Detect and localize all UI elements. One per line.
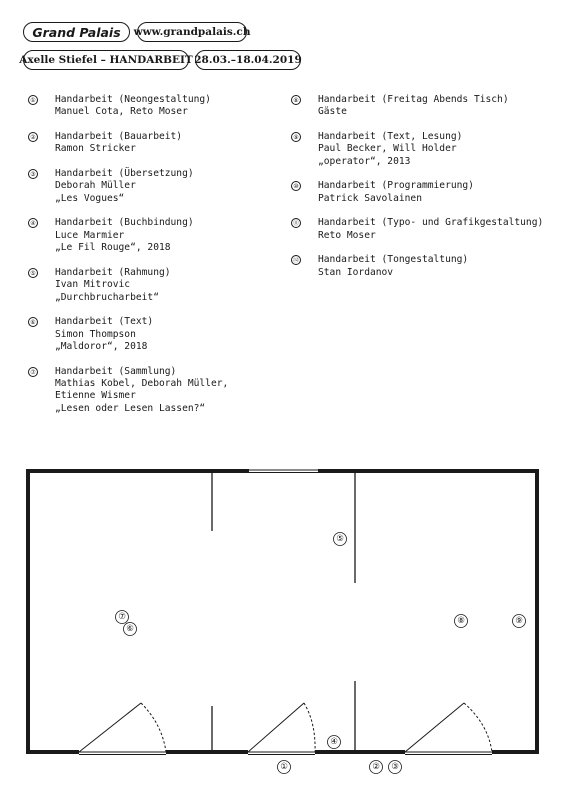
marker-9 bbox=[513, 615, 526, 628]
work-title: Handarbeit (Bauarbeit) bbox=[55, 131, 183, 142]
marker-5 bbox=[334, 533, 347, 546]
plan-door-2 bbox=[248, 703, 315, 755]
svg-text:⑦: ⑦ bbox=[118, 612, 126, 622]
marker-6 bbox=[124, 623, 137, 636]
work-credit: Mathias Kobel, Deborah Müller, bbox=[55, 378, 229, 390]
work-title: Handarbeit (Programmierung) bbox=[318, 180, 474, 192]
marker-7 bbox=[116, 611, 129, 624]
work-number: ④ bbox=[28, 218, 38, 228]
work-credit: Simon Thompson bbox=[55, 328, 136, 340]
work-number: ③ bbox=[28, 169, 38, 179]
exhibition-title: Axelle Stiefel – HANDARBEIT bbox=[19, 54, 193, 66]
work-title: Handarbeit (Text, Lesung) bbox=[318, 131, 463, 142]
work-number: ⑧ bbox=[291, 95, 301, 105]
work-credit: Etienne Wismer bbox=[55, 390, 136, 402]
work-number: ⑥ bbox=[28, 317, 38, 327]
work-number: ② bbox=[28, 132, 38, 142]
work-title: Handarbeit (Typo- und Grafikgestaltung) bbox=[318, 217, 544, 229]
url-link[interactable]: www.grandpalais.ch bbox=[133, 26, 251, 38]
work-title: Handarbeit (Übersetzung) bbox=[55, 168, 194, 179]
work-credit: Manuel Cota, Reto Moser bbox=[55, 106, 188, 118]
work-credit: Luce Marmier bbox=[55, 229, 125, 241]
marker-1 bbox=[278, 761, 291, 774]
work-title: Handarbeit (Buchbindung) bbox=[55, 217, 194, 229]
svg-text:③: ③ bbox=[391, 762, 399, 772]
work-credit: „operator“, 2013 bbox=[318, 155, 411, 167]
work-number: ① bbox=[28, 95, 38, 105]
work-credit: Reto Moser bbox=[318, 229, 376, 241]
work-credit: „Lesen oder Lesen Lassen?“ bbox=[55, 402, 206, 414]
work-title: Handarbeit (Sammlung) bbox=[55, 365, 177, 377]
work-credit: Gäste bbox=[318, 106, 347, 118]
work-credit: Deborah Müller bbox=[55, 180, 136, 192]
work-credit: „Durchbrucharbeit“ bbox=[55, 291, 159, 303]
work-number: ⑤ bbox=[28, 268, 38, 278]
plan-door-3 bbox=[405, 703, 492, 755]
work-credit: „Les Vogues“ bbox=[55, 192, 125, 204]
marker-8 bbox=[455, 615, 468, 628]
svg-text:②: ② bbox=[372, 762, 380, 772]
marker-4 bbox=[328, 736, 341, 749]
work-credit: „Le Fil Rouge“, 2018 bbox=[55, 242, 171, 254]
marker-2 bbox=[370, 761, 383, 774]
svg-text:④: ④ bbox=[330, 737, 338, 747]
work-credit: „Maldoror“, 2018 bbox=[55, 341, 148, 353]
work-number: ⑨ bbox=[291, 132, 301, 142]
work-number: ⑪ bbox=[292, 220, 299, 228]
svg-text:①: ① bbox=[280, 762, 288, 772]
work-credit: Ramon Stricker bbox=[55, 143, 136, 155]
work-title: Handarbeit (Neongestaltung) bbox=[55, 94, 211, 105]
work-credit: Paul Becker, Will Holder bbox=[318, 143, 457, 155]
logo-text: Grand Palais bbox=[32, 24, 121, 40]
work-number: ⑫ bbox=[292, 257, 299, 265]
svg-text:⑥: ⑥ bbox=[126, 624, 134, 634]
work-number: ⑩ bbox=[291, 181, 301, 191]
work-credit: Stan Iordanov bbox=[318, 266, 394, 278]
work-title: Handarbeit (Rahmung) bbox=[55, 266, 171, 278]
svg-text:⑨: ⑨ bbox=[515, 616, 523, 626]
svg-text:⑧: ⑧ bbox=[457, 616, 465, 626]
work-title: Handarbeit (Tongestaltung) bbox=[318, 254, 469, 266]
marker-3 bbox=[389, 761, 402, 774]
plan-outer-wall bbox=[28, 471, 537, 752]
plan-door-1 bbox=[79, 703, 166, 755]
work-title: Handarbeit (Text) bbox=[55, 316, 154, 328]
work-credit: Ivan Mitrovic bbox=[55, 279, 131, 291]
work-title: Handarbeit (Freitag Abends Tisch) bbox=[318, 94, 509, 105]
svg-text:⑤: ⑤ bbox=[336, 534, 344, 544]
work-credit: Patrick Savolainen bbox=[318, 192, 422, 204]
work-number: ⑦ bbox=[28, 367, 38, 377]
exhibition-dates: 28.03.–18.04.2019 bbox=[194, 54, 302, 66]
